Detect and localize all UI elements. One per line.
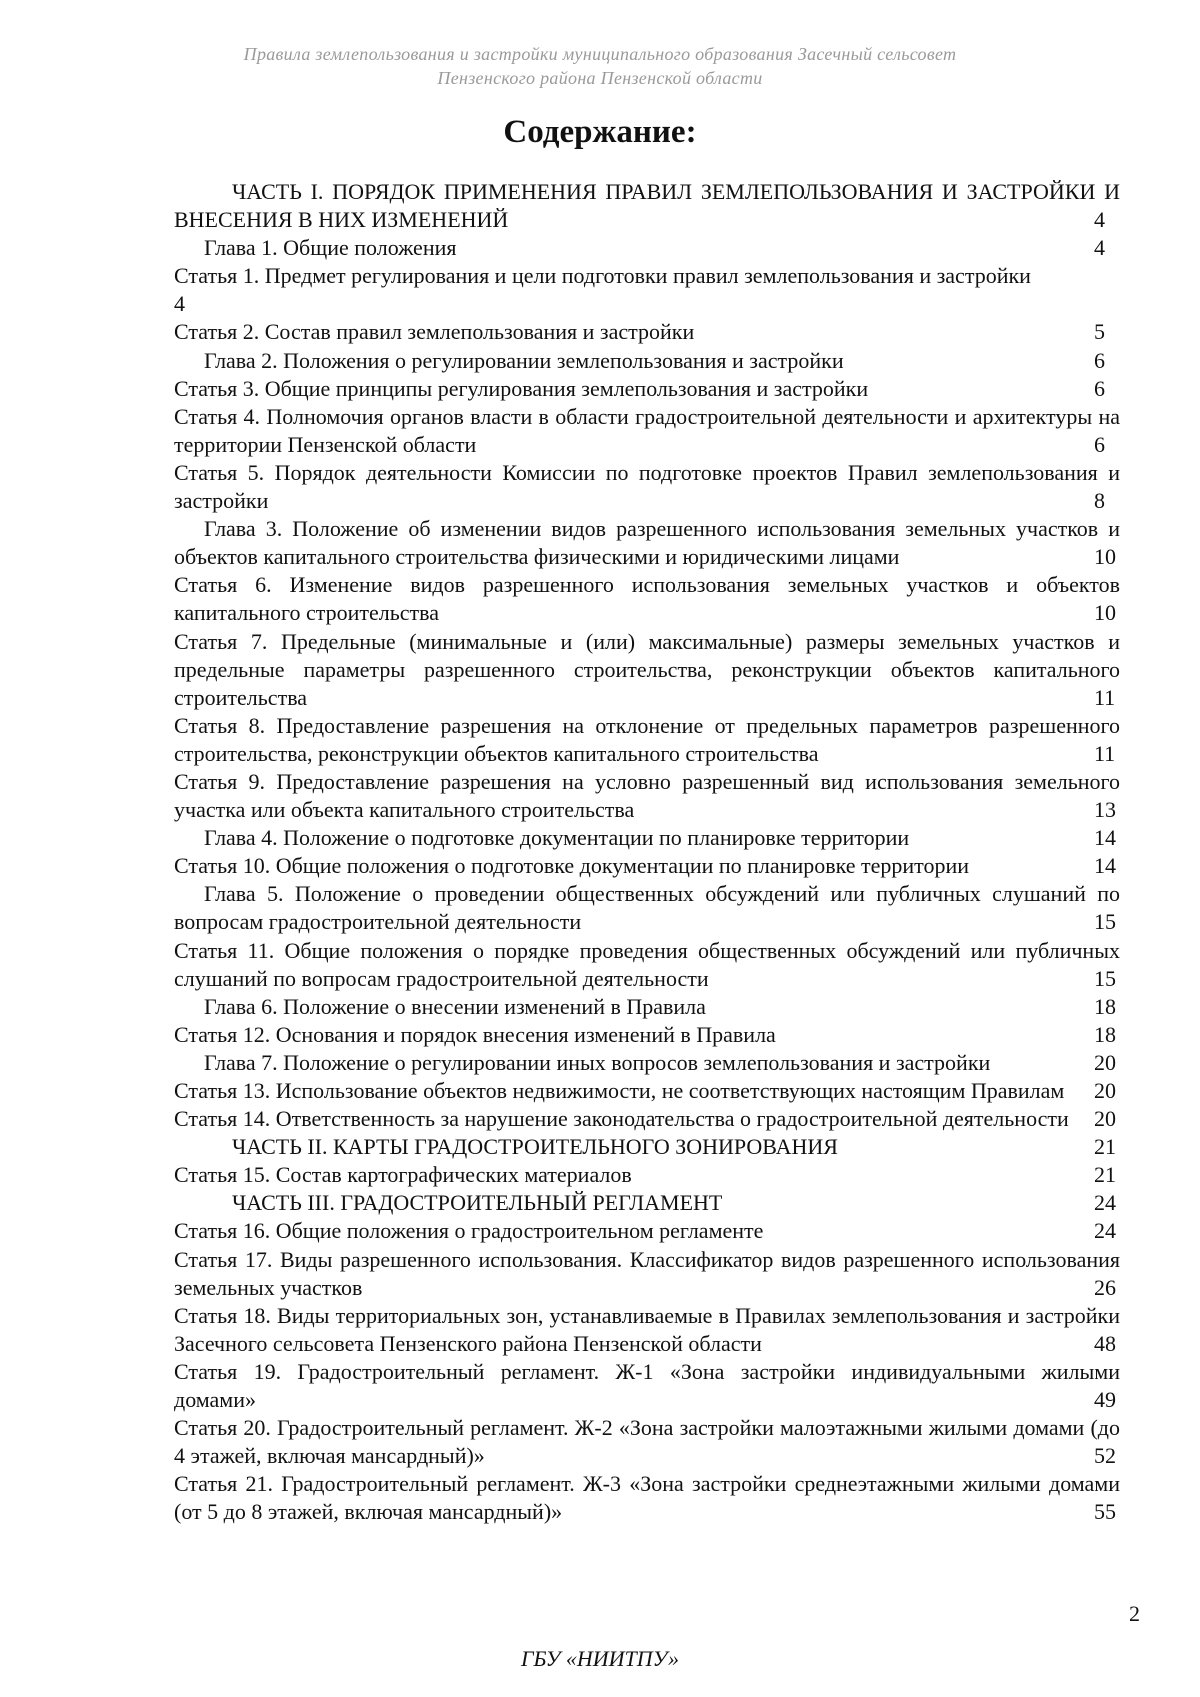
toc-entry-title: ЧАСТЬ II. КАРТЫ ГРАДОСТРОИТЕЛЬНОГО ЗОНИРОВАНИЯ (232, 1134, 838, 1160)
toc-entry-title: Статья 20. Градостроительный регламент. Ж-2 «Зона застройки малоэтажными жилыми домами (до 4 этажей, включая мансардный)» (174, 1415, 1120, 1469)
toc-entry-page: 21 (1094, 1162, 1116, 1188)
toc-entry-title: Статья 21. Градостроительный регламент. Ж-3 «Зона застройки среднеэтажными жилыми домами (от 5 до 8 этажей, включая мансардный)» (174, 1471, 1120, 1525)
footer-organization: ГБУ «НИИТПУ» (520, 1646, 680, 1671)
toc-entry-article (174, 1358, 1140, 1414)
table-of-contents (174, 178, 1140, 1527)
toc-entry-article (174, 318, 1140, 346)
toc-entry-page: 24 (1094, 1218, 1116, 1244)
toc-entry-title: Статья 16. Общие положения о градостроительном регламенте (174, 1218, 764, 1244)
toc-entry-chapter (174, 515, 1140, 571)
toc-entry-page: 11 (1094, 740, 1116, 766)
toc-entry-page: 15 (1094, 909, 1116, 935)
toc-entry-page: 4 (1094, 235, 1105, 261)
toc-entry-page: 49 (1094, 1387, 1116, 1413)
toc-entry-page: 24 (1094, 1190, 1116, 1216)
toc-entry-page: 26 (1094, 1274, 1116, 1300)
toc-entry-title: Статья 12. Основания и порядок внесения изменений в Правила (174, 1021, 776, 1047)
toc-entry-chapter (174, 1049, 1140, 1077)
toc-entry-chapter (174, 234, 1140, 262)
toc-entry-title: Статья 14. Ответственность за нарушение законодательства о градостроительной деятельности (174, 1106, 1069, 1132)
running-header-line-1: Правила землепользования и застройки муниципального образования Засечный сельсовет (243, 44, 957, 64)
page-number: 2 (1129, 1601, 1140, 1626)
toc-entry-title: Статья 8. Предоставление разрешения на отклонение от предельных параметров разрешенного строительства, реконструкции объектов капитального строительства (174, 712, 1120, 766)
running-header-line-2: Пензенского района Пензенской области (437, 68, 763, 88)
toc-entry-title: Статья 10. Общие положения о подготовке документации по планировке территории (174, 853, 970, 879)
toc-entry-page: 55 (1094, 1499, 1116, 1525)
toc-entry-chapter (174, 347, 1140, 375)
toc-entry-page: 20 (1094, 1106, 1116, 1132)
toc-entry-title: Глава 3. Положение об изменении видов разрешенного использования земельных участков и объектов капитального строительства физическими и юридическими лицами (174, 516, 1120, 570)
toc-entry-article (174, 1105, 1140, 1133)
toc-entry-title: ЧАСТЬ I. ПОРЯДОК ПРИМЕНЕНИЯ ПРАВИЛ ЗЕМЛЕПОЛЬЗОВАНИЯ И ЗАСТРОЙКИ И ВНЕСЕНИЯ В НИХ ИЗМЕНЕНИЙ (174, 179, 1120, 233)
toc-entry-title: Статья 5. Порядок деятельности Комиссии по подготовке проектов Правил землепользования и застройки (174, 459, 1120, 514)
toc-entry-page: 6 (1094, 347, 1105, 373)
toc-entry-part (174, 178, 1140, 234)
toc-entry-page: 13 (1094, 797, 1116, 823)
toc-entry-title: Статья 11. Общие положения о порядке проведения общественных обсуждений или публичных слушаний по вопросам градостроительной деятельности (174, 937, 1120, 991)
toc-entry-article (174, 1161, 1140, 1189)
toc-entry-article (174, 1414, 1140, 1470)
toc-entry-page: 14 (1094, 825, 1116, 851)
toc-entry-page: 6 (1094, 375, 1105, 401)
toc-entry-part (174, 1133, 1140, 1161)
toc-entry-article (174, 262, 1140, 318)
toc-entry-article (174, 1470, 1140, 1526)
toc-entry-page: 20 (1094, 1049, 1116, 1075)
toc-entry-title: Статья 4. Полномочия органов власти в области градостроительной деятельности и архитектуры на территории Пензенской области (174, 403, 1120, 457)
toc-entry-page: 6 (1094, 431, 1105, 457)
toc-entry-article (174, 1021, 1140, 1049)
toc-entry-page: 15 (1094, 965, 1116, 991)
toc-entry-article (174, 1217, 1140, 1245)
toc-entry-page: 10 (1094, 600, 1116, 626)
toc-entry-page: 5 (1094, 319, 1105, 345)
toc-entry-title: Статья 6. Изменение видов разрешенного использования земельных участков и объектов капитального строительства (174, 572, 1120, 626)
toc-entry-article (174, 768, 1140, 824)
toc-entry-article (174, 571, 1140, 627)
toc-entry-part (174, 1189, 1140, 1217)
toc-entry-title: Статья 2. Состав правил землепользования и застройки (174, 319, 695, 345)
toc-entry-title: Статья 3. Общие принципы регулирования землепользования и застройки (174, 375, 869, 401)
toc-entry-title: Статья 7. Предельные (минимальные и (или) максимальные) размеры земельных участков и предельные параметры разрешенного строительства, реконструкции объектов капитального строительства (174, 628, 1120, 710)
toc-entry-article (174, 1077, 1140, 1105)
toc-entry-page: 8 (1094, 488, 1105, 514)
running-header (0, 42, 1200, 90)
toc-entry-page: 18 (1094, 993, 1116, 1019)
toc-entry-title: Глава 7. Положение о регулировании иных вопросов землепользования и застройки (204, 1049, 991, 1075)
page-title: Содержание: (503, 114, 697, 150)
toc-entry-title: Статья 1. Предмет регулирования и цели подготовки правил землепользования и застройки (174, 263, 1031, 289)
toc-entry-page: 4 (1094, 207, 1105, 233)
toc-entry-page: 10 (1094, 544, 1116, 570)
toc-entry-title: Статья 9. Предоставление разрешения на условно разрешенный вид использования земельного участка или объекта капитального строительства (174, 768, 1120, 823)
toc-entry-article (174, 1246, 1140, 1302)
toc-entry-title: Статья 15. Состав картографических материалов (174, 1162, 632, 1188)
toc-entry-chapter (174, 993, 1140, 1021)
toc-entry-title: Глава 2. Положения о регулировании землепользования и застройки (204, 347, 844, 373)
toc-entry-article (174, 1302, 1140, 1358)
toc-entry-article (174, 712, 1140, 768)
toc-entry-page: 14 (1094, 853, 1116, 879)
toc-entry-article (174, 937, 1140, 993)
toc-entry-chapter (174, 880, 1140, 936)
toc-entry-title: Статья 13. Использование объектов недвижимости, не соответствующих настоящим Правилам (174, 1078, 1065, 1103)
toc-entry-page: 18 (1094, 1021, 1116, 1047)
toc-entry-chapter (174, 824, 1140, 852)
toc-entry-title: Глава 1. Общие положения (204, 235, 457, 261)
toc-entry-page: 4 (174, 291, 185, 317)
toc-entry-page: 48 (1094, 1330, 1116, 1356)
toc-entry-title: Статья 17. Виды разрешенного использования. Классификатор видов разрешенного использования земельных участков (174, 1246, 1120, 1300)
toc-entry-page: 11 (1094, 684, 1116, 710)
toc-entry-article (174, 375, 1140, 403)
toc-entry-title: Глава 5. Положение о проведении общественных обсуждений или публичных слушаний по вопросам градостроительной деятельности (174, 881, 1120, 935)
toc-entry-page: 21 (1094, 1134, 1116, 1160)
toc-entry-article (174, 403, 1140, 459)
toc-entry-page: 52 (1094, 1443, 1116, 1469)
toc-entry-page: 20 (1094, 1078, 1116, 1103)
toc-entry-article (174, 628, 1140, 712)
toc-entry-title: Глава 4. Положение о подготовке документации по планировке территории (204, 825, 910, 851)
toc-entry-title: Статья 19. Градостроительный регламент. Ж-1 «Зона застройки индивидуальными жилыми домами» (174, 1358, 1120, 1413)
toc-entry-title: ЧАСТЬ III. ГРАДОСТРОИТЕЛЬНЫЙ РЕГЛАМЕНТ (232, 1190, 723, 1216)
toc-entry-article (174, 459, 1140, 515)
toc-entry-title: Глава 6. Положение о внесении изменений в Правила (204, 993, 706, 1019)
toc-entry-article (174, 852, 1140, 880)
toc-entry-title: Статья 18. Виды территориальных зон, устанавливаемые в Правилах землепользования и застройки Засечного сельсовета Пензенского района Пензенской области (174, 1302, 1120, 1356)
